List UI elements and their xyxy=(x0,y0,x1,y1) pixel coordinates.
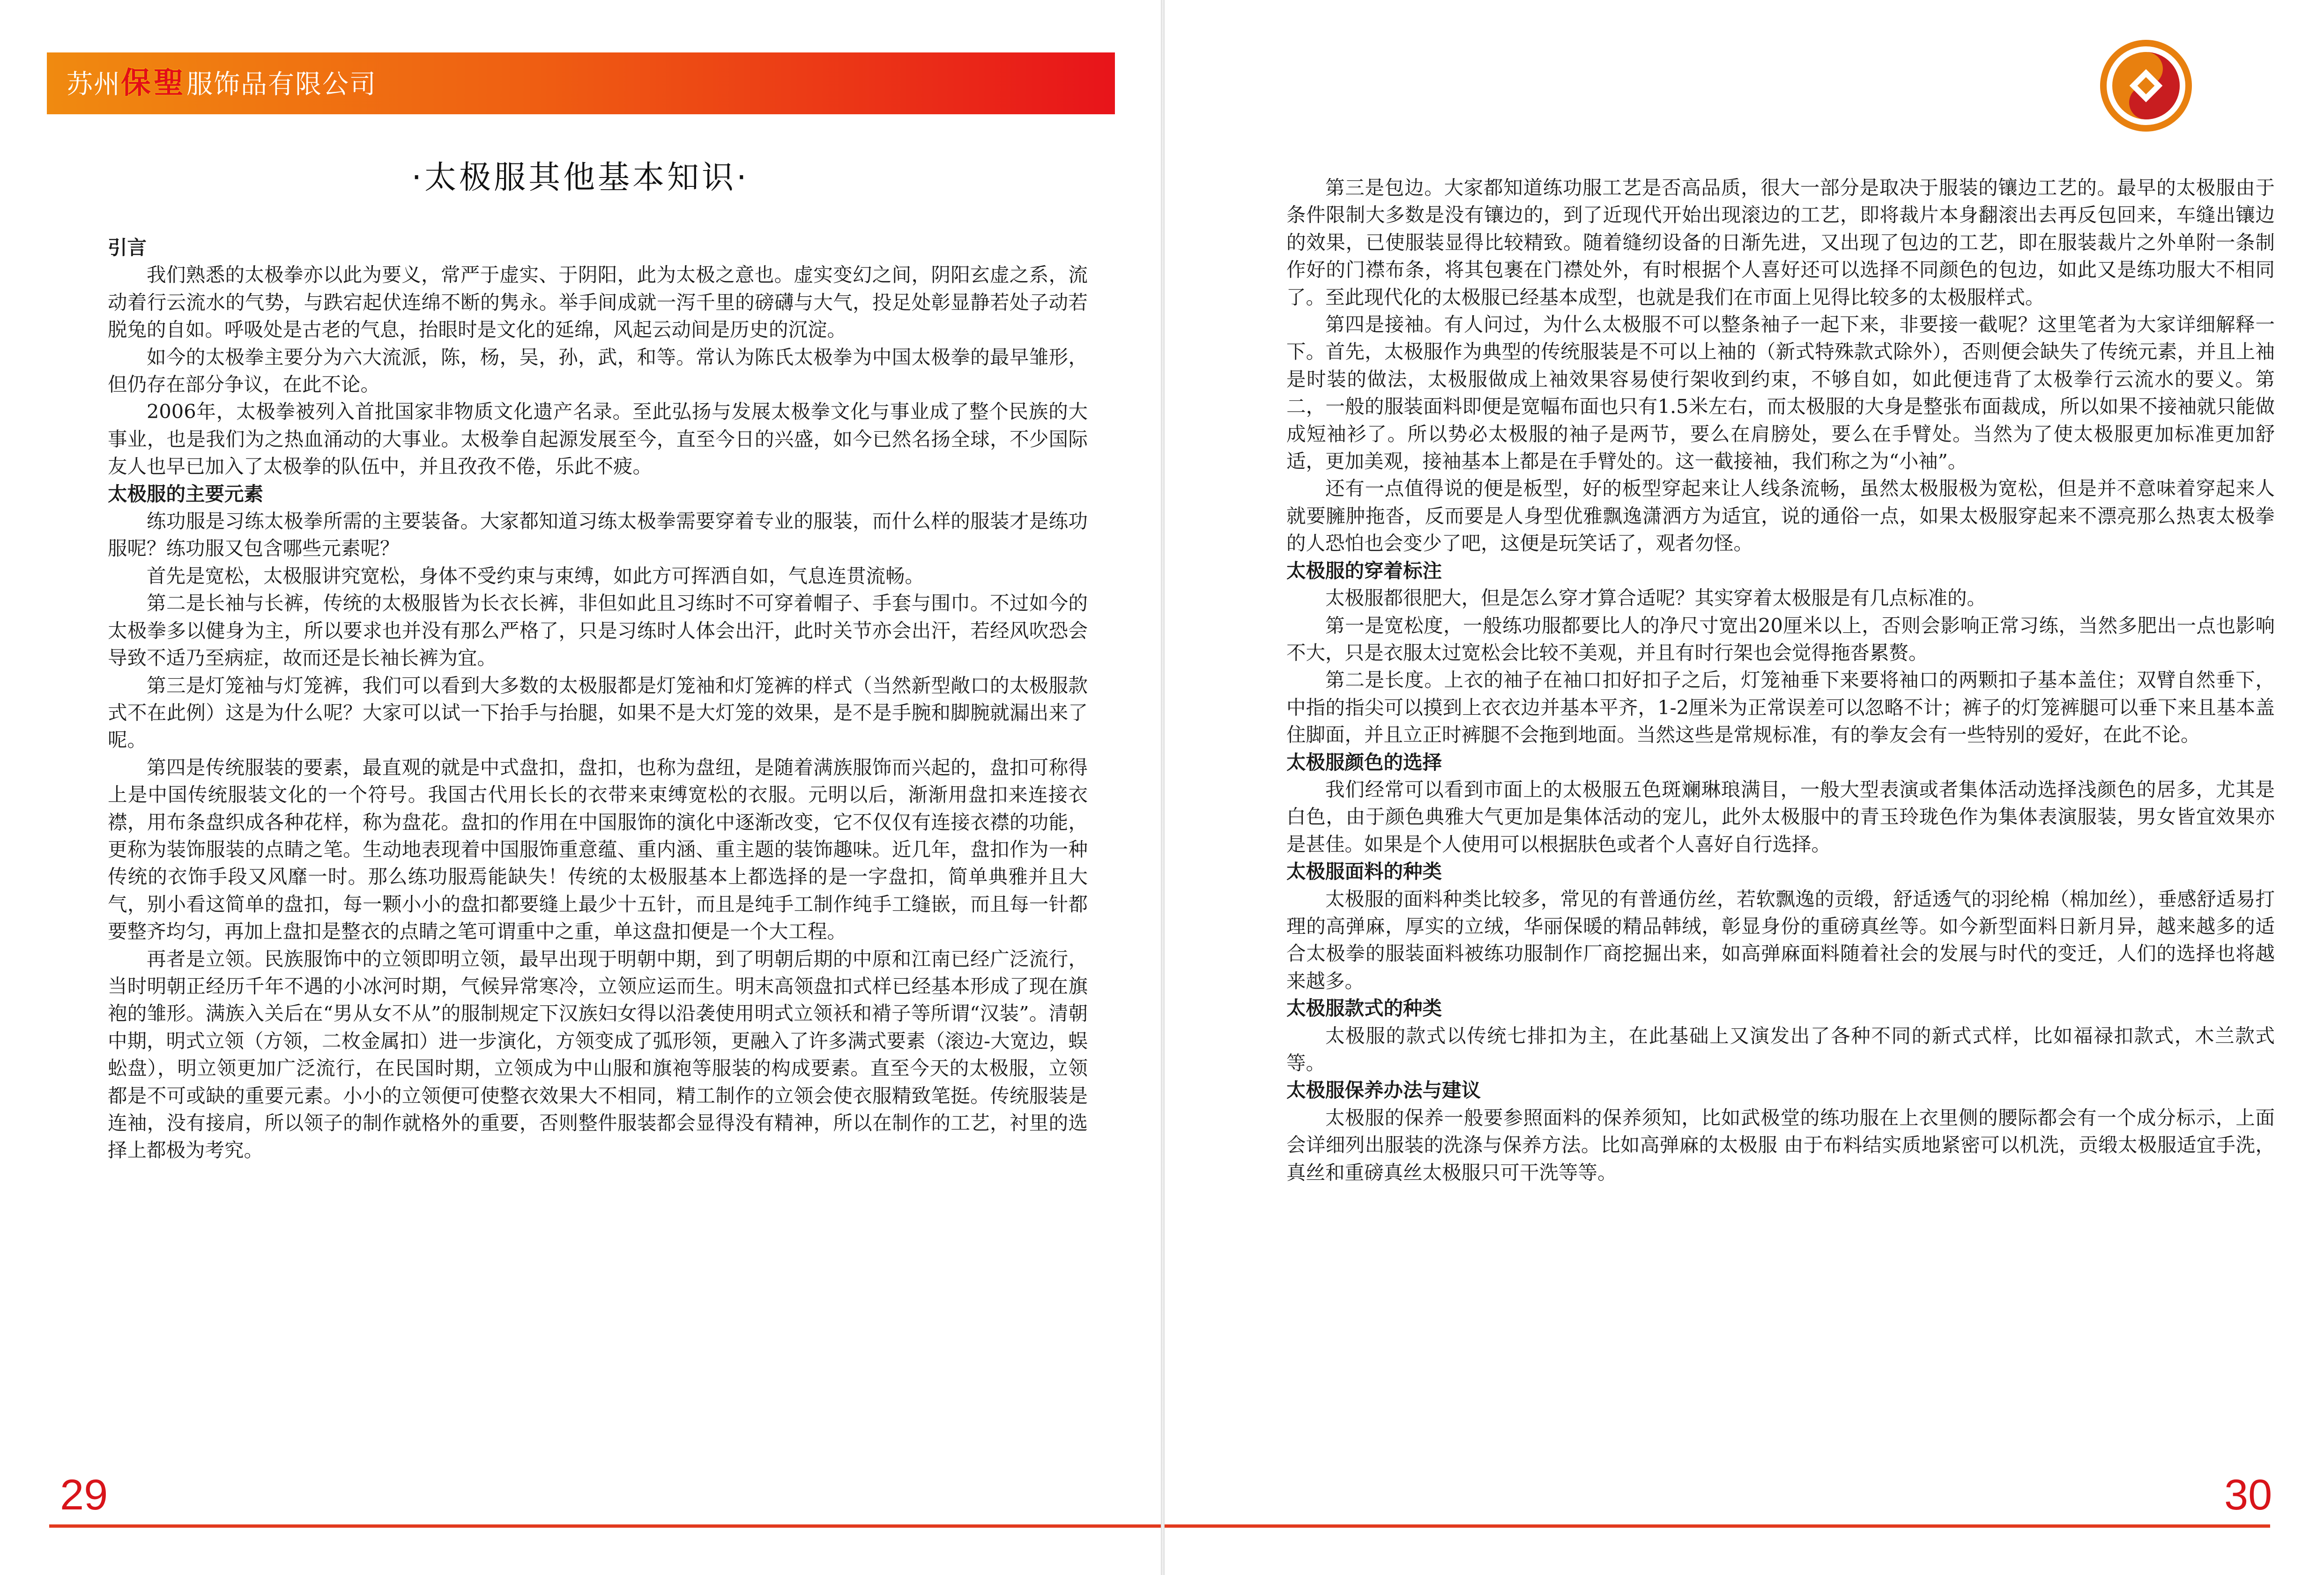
section-heading: 太极服款式的种类 xyxy=(1286,997,1442,1020)
paragraph: 第四是传统服装的要素，最直观的就是中式盘扣，盘扣，也称为盘纽，是随着满族服饰而兴起的，盘扣可称得上是中国传统服装文化的一个符号。我国古代用长长的衣带来束缚宽松的衣服。元明以后，渐渐用盘扣来连接衣襟，用布条盘织成各种花样，称为盘花。盘扣的作用在中国服饰的演化中逐渐改变，它不仅仅有连接衣襟的功能，更称为装饰服装的点睛之笔。生动地表现着中国服饰重意蕴、重内涵、重主题的装饰趣味。近几年，盘扣作为一种传统的衣饰手段又风靡一时。那么练功服焉能缺失！传统的太极服基本上都选择的是一字盘扣，简单典雅并且大气，别小看这简单的盘扣，每一颗小小的盘扣都要缝上最少十五针，而且是纯手工制作纯手工缝嵌，而且每一针都要整齐均匀，再加上盘扣是整衣的点睛之笔可谓重中之重，单这盘扣便是一个大工程。 xyxy=(108,755,1088,943)
company-name xyxy=(67,65,377,102)
section-heading: 太极服面料的种类 xyxy=(1286,860,1442,883)
left-page xyxy=(0,0,1161,1575)
paragraph: 第三是包边。大家都知道练功服工艺是否高品质，很大一部分是取决于服装的镶边工艺的。最早的太极服由于条件限制大多数是没有镶边的，到了近现代开始出现滚边的工艺，即将裁片本身翻滚出去再反包回来，车缝出镶边的效果，已使服装显得比较精致。随着缝纫设备的日渐先进，又出现了包边的工艺，即在服装裁片之外单附一条制作好的门襟布条，将其包裹在门襟处外，有时根据个人喜好还可以选择不同颜色的包边，如此又是练功服大不相同了。至此现代化的太极服已经基本成型，也就是我们在市面上见得比较多的太极服样式。 xyxy=(1286,176,2275,309)
section-heading: 太极服的穿着标注 xyxy=(1286,559,1442,582)
paragraph: 第二是长袖与长裤，传统的太极服皆为长衣长裤，非但如此且习练时不可穿着帽子、手套与围巾。不过如今的太极拳多以健身为主，所以要求也并没有那么严格了，只是习练时人体会出汗，此时关节亦会出汗，若经风吹恐会导致不适乃至病症，故而还是长袖长裤为宜。 xyxy=(108,592,1088,670)
paragraph: 第四是接袖。有人问过，为什么太极服不可以整条袖子一起下来，非要接一截呢？这里笔者为大家详细解释一下。首先，太极服作为典型的传统服装是不可以上袖的（新式特殊款式除外），否则便会缺失了传统元素，并且上袖是时装的做法，太极服做成上袖效果容易使行架收到约束，不够自如，如此便违背了太极拳行云流水的要义。第二，一般的服装面料即便是宽幅布面也只有1.5米左右，而太极服的大身是整张布面裁成，所以如果不接袖就只能做成短袖衫了。所以势必太极服的袖子是两节，要么在肩膀处，要么在手臂处。当然为了使太极服更加标准更加舒适，更加美观，接袖基本上都是在手臂处的。这一截接袖，我们称之为“小袖”。 xyxy=(1286,313,2275,473)
right-text-column xyxy=(1286,174,2275,1186)
paragraph: 我们经常可以看到市面上的太极服五色斑斓琳琅满目，一般大型表演或者集体活动选择浅颜色的居多，尤其是白色，由于颜色典雅大气更加是集体活动的宠儿，此外太极服中的青玉玲珑色作为集体表演服装，男女皆宜效果亦是甚佳。如果是个人使用可以根据肤色或者个人喜好自行选择。 xyxy=(1286,777,2275,856)
left-text-column xyxy=(108,234,1088,1164)
paragraph: 如今的太极拳主要分为六大流派，陈，杨，吴，孙，武，和等。常认为陈氏太极拳为中国太极拳的最早雏形，但仍存在部分争议，在此不论。 xyxy=(108,345,1088,396)
paragraph: 第二是长度。上衣的袖子在袖口扣好扣子之后，灯笼袖垂下来要将袖口的两颗扣子基本盖住；双臂自然垂下，中指的指尖可以摸到上衣衣边并基本平齐，1-2厘米为正常误差可以忽略不计；裤子的灯笼裤腿可以垂下来且基本盖住脚面，并且立正时裤腿不会拖到地面。当然这些是常规标准，有的拳友会有一些特别的爱好，在此不论。 xyxy=(1286,668,2275,747)
section-heading: 引言 xyxy=(108,236,147,259)
company-coin-logo-icon xyxy=(2097,37,2195,135)
paragraph: 第三是灯笼袖与灯笼裤，我们可以看到大多数的太极服都是灯笼袖和灯笼裤的样式（当然新型敞口的太极服款式不在此例）这是为什么呢？大家可以试一下抬手与抬腿，如果不是大灯笼的效果，是不是手腕和脚腕就漏出来了呢。 xyxy=(108,673,1088,752)
section-heading: 太极服的主要元素 xyxy=(108,482,264,505)
paragraph: 再者是立领。民族服饰中的立领即明立领，最早出现于明朝中期，到了明朝后期的中原和江南已经广泛流行，当时明朝正经历千年不遇的小冰河时期，气候异常寒冷，立领应运而生。明末高领盘扣式样已经基本形成了现在旗袍的雏形。满族入关后在“男从女不从”的服制规定下汉族妇女得以沿袭使用明式立领袄和褙子等所谓“汉装”。清朝中期，明式立领（方领，二枚金属扣）进一步演化，方领变成了弧形领，更融入了许多满式要素（滚边-大宽边，蜈蚣盘），明立领更加广泛流行，在民国时期，立领成为中山服和旗袍等服装的构成要素。直至今天的太极服，立领都是不可或缺的重要元素。小小的立领便可使整衣效果大不相同，精工制作的立领会使衣服精致笔挺。传统服装是连袖，没有接肩，所以领子的制作就格外的重要，否则整件服装都会显得没有精神，所以在制作的工艺，衬里的选择上都极为考究。 xyxy=(108,947,1088,1162)
paragraph: 太极服的款式以传统七排扣为主，在此基础上又演发出了各种不同的新式式样，比如福禄扣款式，木兰款式等。 xyxy=(1286,1024,2275,1074)
paragraph: 我们熟悉的太极拳亦以此为要义，常严于虚实、于阴阳，此为太极之意也。虚实变幻之间，阴阳玄虚之系，流动着行云流水的气势，与跌宕起伏连绵不断的隽永。举手间成就一泻千里的磅礴与大气，投足处彰显静若处子动若脱兔的自如。呼吸处是古老的气息，抬眼时是文化的延绵，风起云动间是历史的沉淀。 xyxy=(108,263,1088,341)
page-number-right: 30 xyxy=(2224,1471,2272,1519)
section-heading: 太极服保养办法与建议 xyxy=(1286,1079,1481,1102)
footer-line-left xyxy=(49,1524,1161,1528)
page-title: ·太极服其他基本知识· xyxy=(411,159,750,196)
paragraph: 第一是宽松度，一般练功服都要比人的净尺寸宽出20厘米以上，否则会影响正常习练，当然多肥出一点也影响不大，只是衣服太过宽松会比较不美观，并且有时行架也会觉得拖沓累赘。 xyxy=(1286,614,2275,664)
company-prefix: 苏州 xyxy=(67,69,121,99)
page-number-left: 29 xyxy=(60,1471,108,1519)
company-suffix: 服饰品有限公司 xyxy=(186,69,377,99)
paragraph: 首先是宽松，太极服讲究宽松，身体不受约束与束缚，如此方可挥洒自如，气息连贯流畅。 xyxy=(147,564,925,587)
paragraph: 太极服的面料种类比较多，常见的有普通仿丝，若软飘逸的贡缎，舒适透气的羽纶棉（棉加丝），垂感舒适易打理的高弹麻，厚实的立绒，华丽保暖的精品韩绒，彰显身份的重磅真丝等。如今新型面料日新月异，越来越多的适合太极拳的服装面料被练功服制作厂商挖掘出来，如高弹麻面料随着社会的发展与时代的变迁，人们的选择也将越来越多。 xyxy=(1286,887,2275,992)
company-brand: 保聖 xyxy=(121,66,186,101)
page-gutter xyxy=(1161,0,1165,1575)
paragraph: 2006年，太极拳被列入首批国家非物质文化遗产名录。至此弘扬与发展太极拳文化与事业成了整个民族的大事业，也是我们为之热血涌动的大事业。太极拳自起源发展至今，直至今日的兴盛，如今已然名扬全球，不少国际友人也早已加入了太极拳的队伍中，并且孜孜不倦，乐此不疲。 xyxy=(108,400,1088,478)
footer-line-right xyxy=(1165,1524,2270,1528)
paragraph: 还有一点值得说的便是板型，好的板型穿起来让人线条流畅，虽然太极服极为宽松，但是并不意味着穿起来人就要臃肿拖沓，反而要是人身型优雅飘逸潇洒方为适宜，说的通俗一点，如果太极服穿起来不漂亮那么热衷太极拳的人恐怕也会变少了吧，这便是玩笑话了，观者勿怪。 xyxy=(1286,477,2275,555)
paragraph: 太极服都很肥大，但是怎么穿才算合适呢？其实穿着太极服是有几点标准的。 xyxy=(1325,586,1987,610)
paragraph: 练功服是习练太极拳所需的主要装备。大家都知道习练太极拳需要穿着专业的服装，而什么样的服装才是练功服呢？练功服又包含哪些元素呢？ xyxy=(108,510,1088,560)
section-heading: 太极服颜色的选择 xyxy=(1286,750,1442,774)
paragraph: 太极服的保养一般要参照面料的保养须知，比如武极堂的练功服在上衣里侧的腰际都会有一个成分标示，上面会详细列出服装的洗涤与保养方法。比如高弹麻的太极服 由于布料结实质地紧密可以机洗，贡缎太极服适宜手洗，真丝和重磅真丝太极服只可干洗等等。 xyxy=(1286,1106,2275,1184)
right-page xyxy=(1165,0,2324,1575)
header-bar xyxy=(47,52,1115,114)
